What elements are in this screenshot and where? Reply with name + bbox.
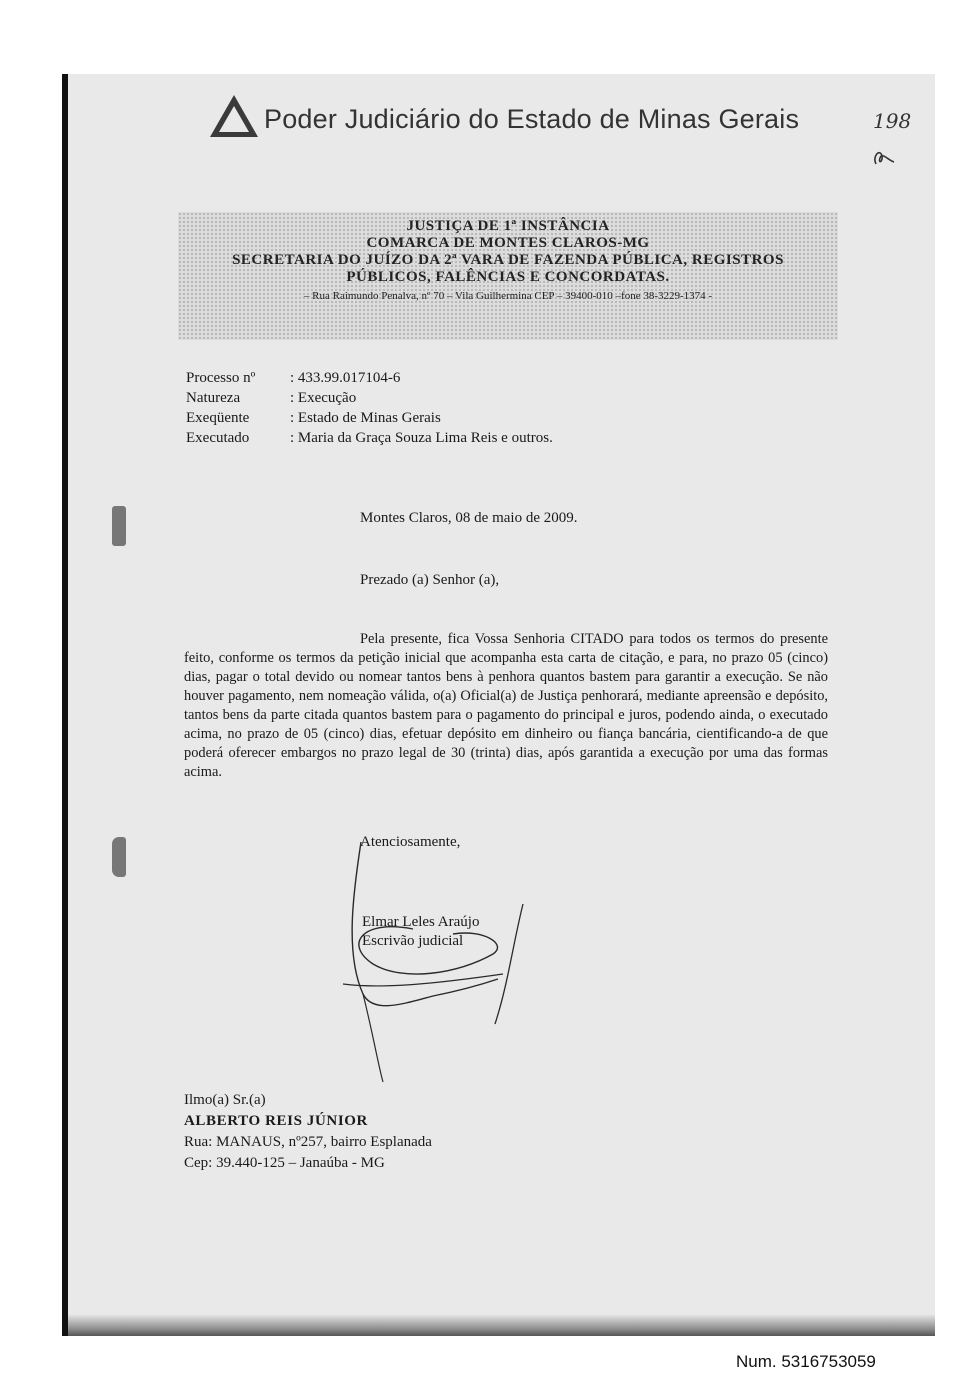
document-number: Num. 5316753059 <box>736 1352 876 1371</box>
case-row <box>186 408 553 428</box>
case-row <box>186 388 553 408</box>
header-instance: JUSTIÇA DE 1ª INSTÂNCIA <box>406 218 610 234</box>
recipient-street: Rua: MANAUS, nº257, bairro Esplanada <box>184 1134 432 1150</box>
handwritten-initial-mark <box>868 140 898 170</box>
punch-hole-mark <box>112 506 126 546</box>
court-name: Poder Judiciário do Estado de Minas Gerais <box>264 104 800 134</box>
recipient-cep: Cep: 39.440-125 – Janaúba - MG <box>184 1155 385 1171</box>
recipient-name: ALBERTO REIS JÚNIOR <box>184 1113 368 1129</box>
scan-edge-shadow <box>68 1314 935 1336</box>
letter-greeting: Prezado (a) Senhor (a), <box>360 572 500 588</box>
handwritten-signature <box>283 834 533 1084</box>
case-details <box>186 368 553 448</box>
case-row <box>186 368 553 388</box>
case-value: : 433.99.017104-6 <box>290 370 401 386</box>
case-label: Processo nº <box>186 370 256 386</box>
scanned-page <box>62 74 935 1336</box>
letter-body: Pela presente, fica Vossa Senhoria CITADO para todos os termos do presente feito, conforme os termos da petição inicial que acompanha esta carta de citação, e para, no prazo 05 (cinco) dias, pagar o total devido ou nomear tantos bens à penhora quantos bastem para garantir a execução. Se não houver pagamento, nem nomeação válida, o(a) Oficial(a) de Justiça penhorará, mediante apreensão e depósito, tantos bens da parte citada quantos bastem para o pagamento do principal e juros, podendo ainda, o executado acima, no prazo de 05 (cinco) dias, efetuar depósito em dinheiro ou fiança bancária, cientificando-a de que poderá oferecer embargos no prazo legal de 30 (trinta) dias, após garantida a execução por uma das formas acima. <box>184 631 828 780</box>
recipient-salutation: Ilmo(a) Sr.(a) <box>184 1092 266 1108</box>
case-value: : Estado de Minas Gerais <box>290 410 441 426</box>
signer-role: Escrivão judicial <box>362 933 464 949</box>
header-secretaria: SECRETARIA DO JUÍZO DA 2ª VARA DE FAZENDA PÚBLICA, REGISTROS <box>232 252 784 268</box>
case-label: Natureza <box>186 390 241 406</box>
case-value: : Execução <box>290 390 357 406</box>
handwritten-page-number: 198 <box>873 109 912 133</box>
recipient-block <box>184 1090 432 1174</box>
punch-hole-mark <box>112 837 126 877</box>
court-triangle-logo-icon <box>208 92 260 140</box>
letter-closing: Atenciosamente, <box>360 834 461 850</box>
case-label: Executado <box>186 430 250 446</box>
court-header-box <box>178 212 838 340</box>
case-row <box>186 428 553 448</box>
header-secretaria-cont: PÚBLICOS, FALÊNCIAS E CONCORDATAS. <box>346 269 670 285</box>
letter-date: Montes Claros, 08 de maio de 2009. <box>360 510 578 526</box>
header-address: – Rua Raimundo Penalva, nº 70 – Vila Guilhermina CEP – 39400-010 –fone 38-3229-1374 - <box>303 290 713 302</box>
header-comarca: COMARCA DE MONTES CLAROS-MG <box>366 235 650 251</box>
case-label: Exeqüente <box>186 410 250 426</box>
case-value: : Maria da Graça Souza Lima Reis e outros. <box>290 430 553 446</box>
signer-name: Elmar Leles Araújo <box>362 914 480 930</box>
